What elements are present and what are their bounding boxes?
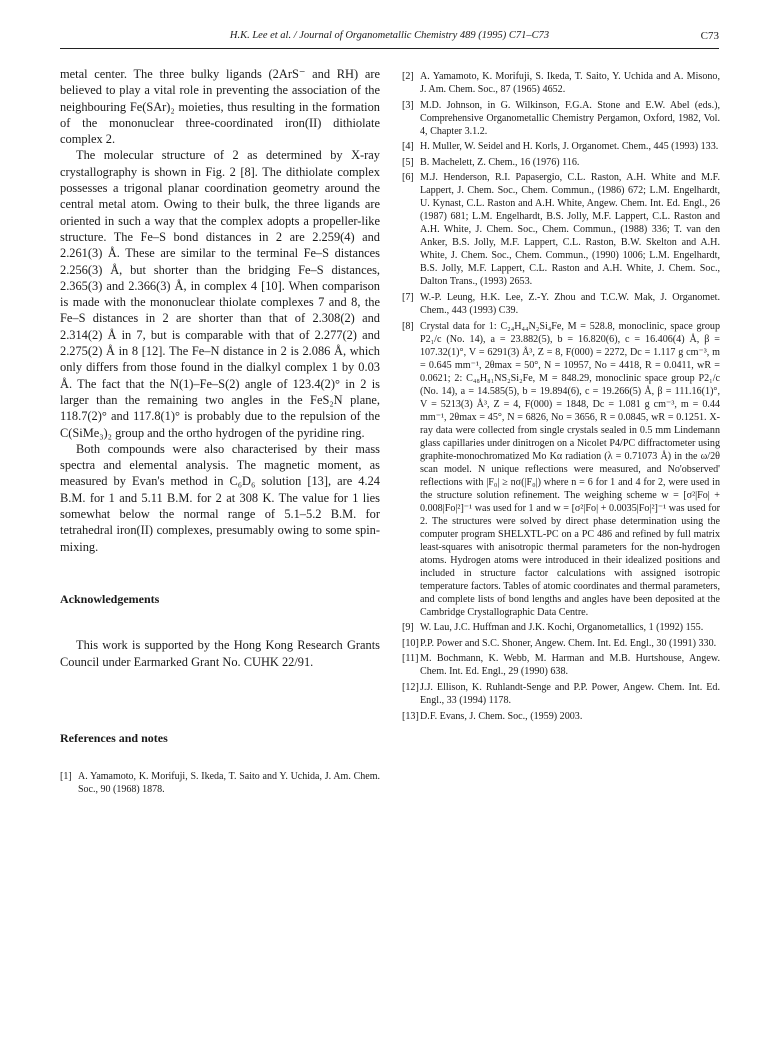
reference-item (60, 770, 380, 796)
reference-number: [10] (402, 637, 419, 649)
reference-number: [3] (402, 99, 414, 111)
reference-text: D.F. Evans, J. Chem. Soc., (1959) 2003. (420, 710, 583, 722)
reference-number: [6] (402, 172, 414, 184)
running-header (60, 30, 719, 48)
references-list (402, 70, 720, 725)
reference-number: [2] (402, 71, 414, 82)
reference-number: [9] (402, 622, 414, 634)
reference-text: H. Muller, W. Seidel and H. Korls, J. Organomet. Chem., 445 (1993) 133. (420, 141, 719, 153)
reference-number: [8] (402, 320, 414, 332)
reference-item (402, 621, 720, 634)
reference-item (402, 637, 720, 650)
reference-number: [7] (402, 291, 414, 303)
reference-text: Crystal data for 1: C₂₄H₄₄N₂Si₄Fe, M = 528.8, monoclinic, space group P2₁/c (No. 14), a = 23.882(5), b = 16.820(6), c = 16.406(4) Å, β = 107.32(1)°, V = 6291(3) Å³, Z = 8, F(000) = 2272, Dc = 1.117 g cm⁻³, m = 0.645 mm⁻¹, 2θmax = 50°, N = 10957, No = 4418, R = 0.0411, wR = 0.0621; 2: C₄₈H₈₁NS₂Si₂Fe, M = 848.29, monoclinic space group P2₁/c (No. 14), a = 14.585(5), b = 19.894(6), c = 19.266(5) Å, β = 111.16(1)°, V = 5213(3) Å³, Z = 4, F(000) = 1848, Dc = 1.081 g cm⁻³, m = 0.44 mm⁻¹, 2θmax = 45°, N = 6826, No = 3656, R = 0.0845, wR = 0.1251. X-ray data were collected from single crystals sealed in 0.5 mm Lindemann glass capillaries under dinitrogen on a Nicolet P4/PC diffractometer using graphite-monochromatized Mo Kα radiation (λ = 0.71073 Å) in the ω/2θ scan model. N unique reflections were measured, and No'observed' reflections with |F₀| ≥ nσ(|F₀|) where n = 6 for 1 and 4 for 2, were used in the structure solution refinement. The weighing scheme w = [σ²|Fo| + 0.008|Fo|²]⁻¹ was used for 1 and w = [σ²|Fo| + 0.0035|Fo|²]⁻¹ was used for 2. The structures were solved by direct phase determination using the computer program SHELXTL-PC on a PC 486 and refined by full matrix least-squares with anisotropic thermal parameters for the non-hydrogen atoms. Hydrogen atoms were introduced in their idealized positions and included in structure factor calculations with assigned isotropic temperature factors. Tables of atomic coordinates and thermal parameters, and complete lists of bond lengths and angles have been deposited at the Cambridge Crystallographic Data Centre. (420, 320, 720, 618)
reference-text: J.J. Ellison, K. Ruhlandt-Senge and P.P. Power, Angew. Chem. Int. Ed. Engl., 33 (1994) 1178. (420, 681, 720, 706)
reference-number: [5] (402, 156, 414, 168)
body-paragraph-2: The molecular structure of 2 as determined by X-ray crystallography is shown in Fig. 2 [8]. The dithiolate complex possesses a trigonal planar coordination geometry around the central metal atom. Owing to their bulk, the three ligands are oriented in such a way that the complex adopts a propeller-like structure. The Fe–S bond distances in 2 are 2.259(4) and 2.261(3) Å. These are similar to the terminal Fe–S distances 2.256(3) Å, but shorter than the bridging Fe–S distances, 2.365(3) and 2.366(3) Å, in complex 4 [10]. When comparison is made with the mononuclear thiolate complexes 7 and 8, the Fe–S distances in 2 are shorter than that of 2.308(2) and 2.314(2) Å in 7, but is comparable with that of 2.277(2) and 2.275(2) Å in 8 [12]. The Fe–N distance in 2 is 2.086 Å, which only differs from those found in the dialkyl complex 1 by 0.03 Å. The fact that the N(1)–Fe–S(2) angle of 123.4(2)° in 2 is larger than the remaining two angles in the FeS₂N plane, 118.7(2)° and 117.8(1)° is probably due to the repulsion of the C(SiMe₃)₂ group and the ortho hydrogen of the pyridine ring. (60, 148, 380, 440)
reference-number: [11] (402, 653, 419, 665)
reference-item (402, 99, 720, 138)
references-heading: References and notes (60, 730, 168, 745)
reference-text: B. Machelett, Z. Chem., 16 (1976) 116. (420, 156, 580, 168)
page-number: C73 (700, 30, 719, 42)
reference-text: M.J. Henderson, R.I. Papasergio, C.L. Raston, A.H. White and M.F. Lappert, J. Chem. Soc., Chem. Commun., (1986) 672; L.M. Engelhardt, U. Kynast, C.L. Raston and A.H. White, Angew. Chem. Int. Ed. Engl., 26 (1987) 681; L.M. Engelhardt, B.S. Jolly, M.F. Lappert, C.L. Raston and A.H. White, J. Chem. Soc., Chem. Commun., (1988) 336; T. van den Anker, B.S. Jolly, M.F. Lappert, C.L. Raston, B.W. Skelton and A.H. White, J. Chem. Soc., Chem. Commun., (1990) 1006; L.M. Engelhardt, B.S. Jolly, M.F. Lappert, C.L. Raston and A.H. White, J. Chem. Soc., Dalton Trans., (1993) 2653. (420, 172, 720, 288)
reference-text: P.P. Power and S.C. Shoner, Angew. Chem. Int. Ed. Engl., 30 (1991) 330. (420, 637, 717, 649)
reference-number: [4] (402, 141, 414, 153)
reference-item (402, 156, 720, 169)
reference-number: [1] (60, 771, 72, 783)
running-title: H.K. Lee et al. / Journal of Organometallic Chemistry 489 (1995) C71–C73 (229, 30, 550, 41)
reference-number: [12] (402, 681, 419, 693)
reference-item (402, 320, 720, 619)
reference-text: A. Yamamoto, K. Morifuji, S. Ikeda, T. Saito and Y. Uchida, J. Am. Chem. Soc., 90 (1968) 1878. (78, 771, 380, 796)
reference-text: W. Lau, J.C. Huffman and J.K. Kochi, Organometallics, 1 (1992) 155. (420, 622, 704, 634)
header-rule (60, 48, 719, 49)
reference-text: A. Yamamoto, K. Morifuji, S. Ikeda, T. Saito, Y. Uchida and A. Misono, J. Am. Chem. Soc., 87 (1965) 4652. (420, 71, 720, 95)
reference-text: M.D. Johnson, in G. Wilkinson, F.G.A. Stone and E.W. Abel (eds.), Comprehensive Organometallic Chemistry Pergamon, Oxford, 1982, Vol. 4, Chapter 3.1.2. (420, 99, 720, 137)
reference-item (402, 710, 720, 723)
reference-text: W.-P. Leung, H.K. Lee, Z.-Y. Zhou and T.C.W. Mak, J. Organomet. Chem., 443 (1993) C39. (420, 291, 720, 316)
acknowledgements-text: This work is supported by the Hong Kong Research Grants Council under Earmarked Grant No. CUHK 22/91. (60, 638, 380, 669)
left-column (60, 66, 380, 799)
reference-item (402, 140, 720, 153)
reference-item (402, 652, 720, 678)
acknowledgements-heading: Acknowledgements (60, 591, 160, 606)
body-paragraph-1: metal center. The three bulky ligands (2ArS⁻ and RH) are believed to play a vital role in preventing the association of the neighbouring Fe(SAr)₂ moieties, thus resulting in the formation of the mononuclear three-coordinated iron(II) dithiolate complex 2. (60, 67, 380, 147)
reference-text: M. Bochmann, K. Webb, M. Harman and M.B. Hurtshouse, Angew. Chem. Int. Ed. Engl., 29 (1990) 638. (420, 653, 720, 678)
reference-item (402, 70, 720, 96)
reference-number: [13] (402, 710, 419, 722)
reference-item (402, 171, 720, 288)
reference-item (402, 291, 720, 317)
reference-item (402, 681, 720, 707)
body-paragraph-3: Both compounds were also characterised by their mass spectra and elemental analysis. The magnetic moment, as measured by Evan's method in C₆D₆ solution [13], are 4.24 B.M. for 1 and 5.11 B.M. for 2 at 308 K. The value for 1 lies somewhat below the normal range of 5.1–5.2 B.M. for tetrahedral iron(II) complexes, presumably owing to some spin-mixing. (60, 441, 380, 554)
